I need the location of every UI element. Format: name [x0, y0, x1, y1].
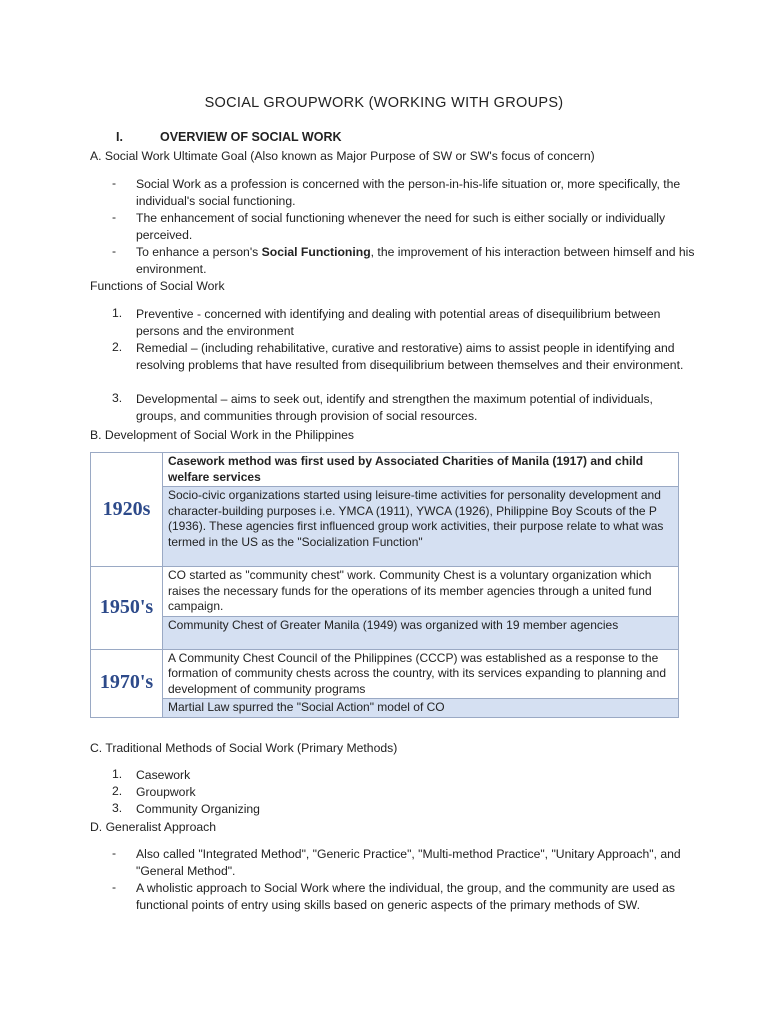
- development-table: [90, 452, 679, 718]
- bullet-item: Also called "Integrated Method", "Generic Practice", "Multi-method Practice", "Unitary Approach", and "General Method".: [136, 847, 681, 878]
- table-cell: CO started as "community chest" work. Community Chest is a voluntary organization which raises the necessary funds for the operations of its member agencies through a united fund campaign.: [163, 567, 679, 617]
- list-item: Developmental – aims to seek out, identify and strengthen the maximum potential of individuals, groups, and communities through provision of social resources.: [136, 392, 653, 423]
- bullet-item: The enhancement of social functioning whenever the need for such is either socially or individually perceived.: [136, 211, 666, 242]
- list-number: 1.: [112, 767, 123, 781]
- bullet-marker: -: [112, 176, 117, 190]
- bullet-text: To enhance a person's: [136, 245, 262, 259]
- page-title: SOCIAL GROUPWORK (WORKING WITH GROUPS): [204, 95, 564, 111]
- list-number: 2.: [112, 784, 123, 798]
- bullet-text: , the improvement of his interaction between himself and his environment.: [136, 245, 695, 276]
- list-number: 3.: [112, 391, 123, 405]
- bullet-marker: -: [112, 880, 117, 894]
- table-cell: Socio-civic organizations started using leisure-time activities for personality development and character-building purposes i.e. YMCA (1911), YWCA (1926), Philippine Boy Scouts of the P (1936). These agencies first influenced group work activities, their purpose relate to what was termed in the US as the "Socialization Function": [163, 487, 679, 567]
- part-c-heading: C. Traditional Methods of Social Work (Primary Methods): [90, 741, 398, 755]
- bold-term: Social Functioning: [261, 245, 371, 259]
- section-number: I.: [116, 130, 123, 144]
- list-number: 3.: [112, 801, 123, 815]
- list-item: Preventive - concerned with identifying and dealing with potential areas of disequilibrium between persons and the environment: [136, 307, 661, 338]
- table-cell: Casework method was first used by Associated Charities of Manila (1917) and child welfare services: [163, 453, 679, 487]
- list-number: 1.: [112, 306, 123, 320]
- list-item: Community Organizing: [136, 802, 260, 816]
- era-1950s: 1950's: [91, 567, 163, 650]
- bullet-item: A wholistic approach to Social Work where the individual, the group, and the community are used as functional points of entry using skills based on generic aspects of the primary methods of SW.: [136, 881, 676, 912]
- part-a-heading: A. Social Work Ultimate Goal (Also known as Major Purpose of SW or SW's focus of concern): [90, 149, 595, 163]
- bullet-item: Social Work as a profession is concerned with the person-in-his-life situation or, more specifically, the individual's social functioning.: [136, 177, 681, 208]
- bullet-marker: -: [112, 846, 117, 860]
- table-cell: A Community Chest Council of the Philippines (CCCP) was established as a response to the formation of community chests across the country, with its services expanding to planning and development of community programs: [163, 649, 679, 699]
- bullet-marker: -: [112, 244, 117, 258]
- list-item: Groupwork: [136, 785, 196, 799]
- functions-heading: Functions of Social Work: [90, 279, 225, 293]
- era-1970s: 1970's: [91, 649, 163, 717]
- table-cell: Martial Law spurred the "Social Action" model of CO: [163, 699, 679, 718]
- bullet-marker: -: [112, 210, 117, 224]
- list-item: Remedial – (including rehabilitative, curative and restorative) aims to assist people in identifying and resolving problems that have resulted from disequilibrium between themselves and their environment.: [136, 341, 684, 372]
- bullet-item: [136, 244, 696, 278]
- section-heading: OVERVIEW OF SOCIAL WORK: [160, 130, 342, 144]
- list-number: 2.: [112, 340, 123, 354]
- table-cell: Community Chest of Greater Manila (1949) was organized with 19 member agencies: [163, 616, 679, 649]
- era-1920s: 1920s: [91, 453, 163, 567]
- list-item: Casework: [136, 768, 191, 782]
- part-d-heading: D. Generalist Approach: [90, 820, 217, 834]
- part-b-heading: B. Development of Social Work in the Philippines: [90, 428, 354, 442]
